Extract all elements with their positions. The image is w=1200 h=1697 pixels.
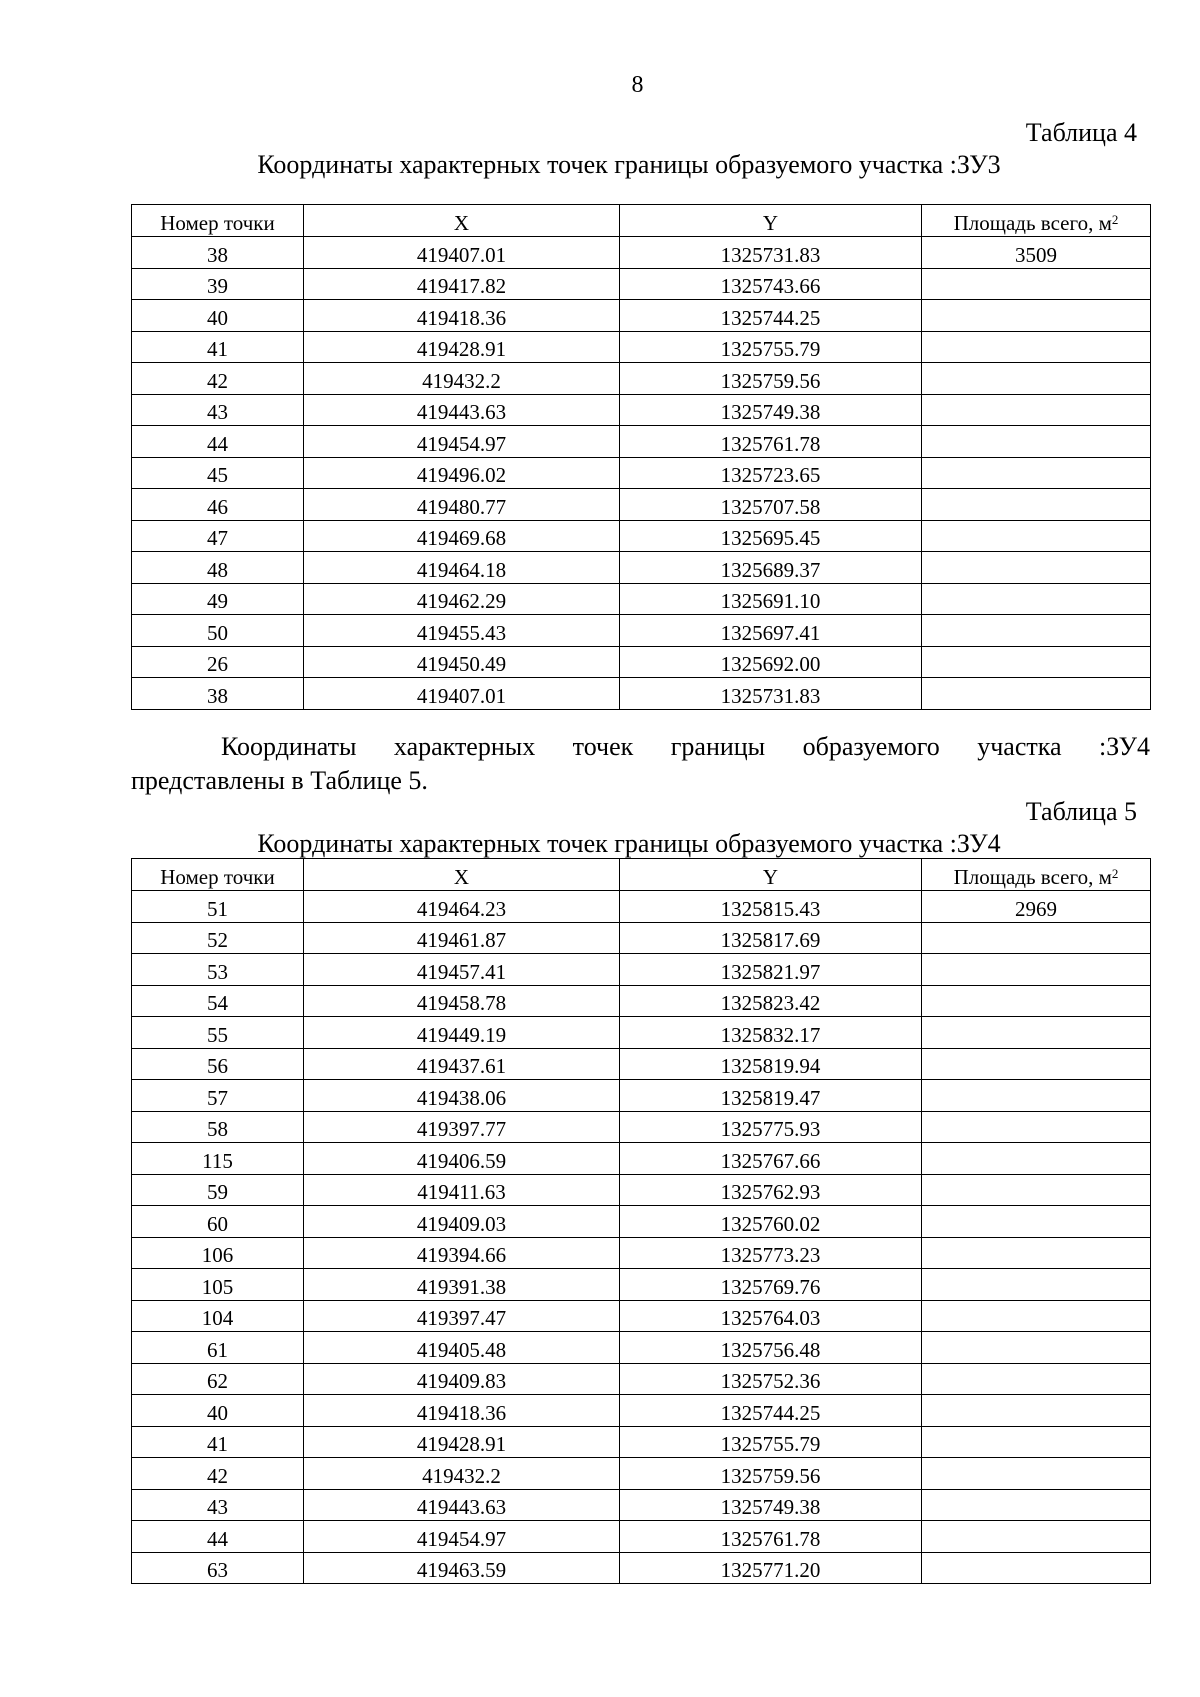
cell-x: 419438.06 — [304, 1080, 620, 1112]
cell-area — [922, 489, 1151, 521]
cell-area — [922, 363, 1151, 395]
cell-y: 1325744.25 — [620, 1395, 922, 1427]
cell-area — [922, 985, 1151, 1017]
table-row — [132, 678, 1151, 710]
cell-y: 1325764.03 — [620, 1300, 922, 1332]
cell-y: 1325689.37 — [620, 552, 922, 584]
cell-x: 419397.47 — [304, 1300, 620, 1332]
cell-x: 419406.59 — [304, 1143, 620, 1175]
table-row — [132, 1300, 1151, 1332]
cell-x: 419454.97 — [304, 426, 620, 458]
table-row — [132, 552, 1151, 584]
table-4 — [131, 204, 1151, 710]
cell-x: 419432.2 — [304, 363, 620, 395]
cell-area — [922, 954, 1151, 986]
cell-x: 419411.63 — [304, 1174, 620, 1206]
cell-x: 419450.49 — [304, 646, 620, 678]
cell-y: 1325692.00 — [620, 646, 922, 678]
cell-point-number: 50 — [132, 615, 304, 647]
cell-point-number: 47 — [132, 520, 304, 552]
cell-x: 419480.77 — [304, 489, 620, 521]
cell-point-number: 41 — [132, 1426, 304, 1458]
cell-area — [922, 1237, 1151, 1269]
cell-point-number: 41 — [132, 331, 304, 363]
header-area: Площадь всего, $м^2$ — [922, 205, 1151, 237]
cell-area — [922, 1269, 1151, 1301]
table-row — [132, 394, 1151, 426]
cell-point-number: 58 — [132, 1111, 304, 1143]
cell-point-number: 45 — [132, 457, 304, 489]
header-area: Площадь всего, $м^2$ — [922, 859, 1151, 891]
table-row — [132, 1458, 1151, 1490]
cell-area — [922, 1521, 1151, 1553]
cell-area — [922, 1111, 1151, 1143]
cell-x: 419449.19 — [304, 1017, 620, 1049]
cell-x: 419432.2 — [304, 1458, 620, 1490]
cell-point-number: 48 — [132, 552, 304, 584]
cell-point-number: 56 — [132, 1048, 304, 1080]
cell-y: 1325731.83 — [620, 237, 922, 269]
cell-x: 419391.38 — [304, 1269, 620, 1301]
cell-point-number: 104 — [132, 1300, 304, 1332]
paragraph-line-2: представлены в Таблице 5. — [131, 766, 428, 795]
cell-y: 1325723.65 — [620, 457, 922, 489]
header-point-number: Номер точки — [132, 205, 304, 237]
header-x: X — [304, 205, 620, 237]
table-5-title: Координаты характерных точек границы образуемого участка :ЗУ4 — [257, 829, 1001, 858]
table-row — [132, 331, 1151, 363]
cell-area — [922, 394, 1151, 426]
header-x: X — [304, 859, 620, 891]
cell-x: 419417.82 — [304, 268, 620, 300]
cell-point-number: 39 — [132, 268, 304, 300]
cell-point-number: 106 — [132, 1237, 304, 1269]
cell-area — [922, 520, 1151, 552]
cell-area: 3509 — [922, 237, 1151, 269]
cell-y: 1325817.69 — [620, 922, 922, 954]
cell-y: 1325756.48 — [620, 1332, 922, 1364]
cell-x: 419462.29 — [304, 583, 620, 615]
cell-area — [922, 1458, 1151, 1490]
cell-point-number: 115 — [132, 1143, 304, 1175]
cell-area — [922, 331, 1151, 363]
cell-area — [922, 678, 1151, 710]
cell-y: 1325761.78 — [620, 426, 922, 458]
cell-area — [922, 1395, 1151, 1427]
table-row — [132, 646, 1151, 678]
cell-x: 419463.59 — [304, 1552, 620, 1584]
table-row — [132, 1426, 1151, 1458]
cell-point-number: 51 — [132, 891, 304, 923]
cell-area — [922, 1017, 1151, 1049]
cell-y: 1325695.45 — [620, 520, 922, 552]
cell-point-number: 53 — [132, 954, 304, 986]
cell-x: 419437.61 — [304, 1048, 620, 1080]
table-4-body — [132, 237, 1151, 710]
table-5 — [131, 858, 1151, 1584]
table-row — [132, 1206, 1151, 1238]
cell-point-number: 55 — [132, 1017, 304, 1049]
cell-x: 419418.36 — [304, 1395, 620, 1427]
cell-area — [922, 1174, 1151, 1206]
cell-y: 1325744.25 — [620, 300, 922, 332]
table-row — [132, 1017, 1151, 1049]
table-row — [132, 583, 1151, 615]
table-row — [132, 426, 1151, 458]
cell-y: 1325767.66 — [620, 1143, 922, 1175]
table-header-row — [132, 859, 1151, 891]
cell-y: 1325819.47 — [620, 1080, 922, 1112]
table-row — [132, 1489, 1151, 1521]
cell-x: 419407.01 — [304, 237, 620, 269]
cell-point-number: 105 — [132, 1269, 304, 1301]
cell-area — [922, 1143, 1151, 1175]
cell-area — [922, 583, 1151, 615]
cell-point-number: 38 — [132, 678, 304, 710]
cell-x: 419464.18 — [304, 552, 620, 584]
table-header-row — [132, 205, 1151, 237]
cell-point-number: 60 — [132, 1206, 304, 1238]
cell-point-number: 43 — [132, 394, 304, 426]
cell-x: 419394.66 — [304, 1237, 620, 1269]
cell-area — [922, 615, 1151, 647]
cell-y: 1325821.97 — [620, 954, 922, 986]
cell-area — [922, 552, 1151, 584]
cell-point-number: 40 — [132, 1395, 304, 1427]
body-paragraph — [131, 730, 1150, 798]
cell-x: 419428.91 — [304, 1426, 620, 1458]
cell-area — [922, 1300, 1151, 1332]
table-row — [132, 1395, 1151, 1427]
cell-x: 419407.01 — [304, 678, 620, 710]
table-5-body — [132, 891, 1151, 1584]
table-row — [132, 1363, 1151, 1395]
table-row — [132, 1552, 1151, 1584]
cell-y: 1325755.79 — [620, 331, 922, 363]
cell-point-number: 44 — [132, 426, 304, 458]
table-row — [132, 489, 1151, 521]
cell-area — [922, 1080, 1151, 1112]
cell-area — [922, 268, 1151, 300]
cell-x: 419458.78 — [304, 985, 620, 1017]
cell-area — [922, 1206, 1151, 1238]
cell-x: 419418.36 — [304, 300, 620, 332]
cell-point-number: 26 — [132, 646, 304, 678]
cell-y: 1325697.41 — [620, 615, 922, 647]
cell-point-number: 44 — [132, 1521, 304, 1553]
header-point-number: Номер точки — [132, 859, 304, 891]
cell-point-number: 46 — [132, 489, 304, 521]
cell-y: 1325707.58 — [620, 489, 922, 521]
cell-point-number: 40 — [132, 300, 304, 332]
header-y: Y — [620, 859, 922, 891]
table-row — [132, 1143, 1151, 1175]
cell-x: 419405.48 — [304, 1332, 620, 1364]
cell-y: 1325775.93 — [620, 1111, 922, 1143]
cell-point-number: 57 — [132, 1080, 304, 1112]
cell-y: 1325819.94 — [620, 1048, 922, 1080]
table-row — [132, 1332, 1151, 1364]
table-row — [132, 237, 1151, 269]
cell-area — [922, 300, 1151, 332]
page-number: 8 — [631, 72, 644, 98]
cell-point-number: 38 — [132, 237, 304, 269]
cell-x: 419496.02 — [304, 457, 620, 489]
cell-y: 1325762.93 — [620, 1174, 922, 1206]
table-row — [132, 922, 1151, 954]
cell-area — [922, 646, 1151, 678]
cell-x: 419428.91 — [304, 331, 620, 363]
table-row — [132, 891, 1151, 923]
cell-x: 419464.23 — [304, 891, 620, 923]
table-row — [132, 1048, 1151, 1080]
cell-y: 1325691.10 — [620, 583, 922, 615]
table-4-label: Таблица 4 — [1025, 118, 1137, 147]
cell-y: 1325771.20 — [620, 1552, 922, 1584]
cell-x: 419443.63 — [304, 394, 620, 426]
table-4-title: Координаты характерных точек границы образуемого участка :ЗУ3 — [257, 150, 1001, 179]
cell-x: 419409.03 — [304, 1206, 620, 1238]
table-row — [132, 520, 1151, 552]
cell-x: 419455.43 — [304, 615, 620, 647]
table-row — [132, 1080, 1151, 1112]
table-row — [132, 985, 1151, 1017]
cell-y: 1325823.42 — [620, 985, 922, 1017]
cell-area — [922, 426, 1151, 458]
cell-area — [922, 1332, 1151, 1364]
cell-area — [922, 457, 1151, 489]
cell-y: 1325749.38 — [620, 394, 922, 426]
cell-x: 419443.63 — [304, 1489, 620, 1521]
cell-y: 1325832.17 — [620, 1017, 922, 1049]
cell-x: 419457.41 — [304, 954, 620, 986]
cell-y: 1325769.76 — [620, 1269, 922, 1301]
table-row — [132, 363, 1151, 395]
table-row — [132, 615, 1151, 647]
cell-point-number: 42 — [132, 1458, 304, 1490]
cell-area — [922, 1048, 1151, 1080]
table-row — [132, 1237, 1151, 1269]
table-row — [132, 954, 1151, 986]
cell-x: 419461.87 — [304, 922, 620, 954]
table-5-label: Таблица 5 — [1025, 797, 1137, 826]
cell-point-number: 59 — [132, 1174, 304, 1206]
cell-point-number: 63 — [132, 1552, 304, 1584]
table-row — [132, 1111, 1151, 1143]
cell-area: 2969 — [922, 891, 1151, 923]
cell-area — [922, 1552, 1151, 1584]
table-row — [132, 457, 1151, 489]
cell-area — [922, 1363, 1151, 1395]
table-row — [132, 1174, 1151, 1206]
cell-x: 419469.68 — [304, 520, 620, 552]
cell-point-number: 43 — [132, 1489, 304, 1521]
cell-y: 1325759.56 — [620, 1458, 922, 1490]
cell-y: 1325773.23 — [620, 1237, 922, 1269]
cell-point-number: 62 — [132, 1363, 304, 1395]
cell-point-number: 52 — [132, 922, 304, 954]
cell-area — [922, 1489, 1151, 1521]
cell-y: 1325731.83 — [620, 678, 922, 710]
cell-y: 1325759.56 — [620, 363, 922, 395]
table-row — [132, 300, 1151, 332]
cell-point-number: 42 — [132, 363, 304, 395]
cell-y: 1325761.78 — [620, 1521, 922, 1553]
cell-y: 1325760.02 — [620, 1206, 922, 1238]
cell-point-number: 61 — [132, 1332, 304, 1364]
table-row — [132, 1521, 1151, 1553]
cell-x: 419397.77 — [304, 1111, 620, 1143]
cell-y: 1325743.66 — [620, 268, 922, 300]
header-y: Y — [620, 205, 922, 237]
table-row — [132, 1269, 1151, 1301]
cell-y: 1325752.36 — [620, 1363, 922, 1395]
cell-y: 1325749.38 — [620, 1489, 922, 1521]
table-row — [132, 268, 1151, 300]
cell-point-number: 54 — [132, 985, 304, 1017]
cell-x: 419409.83 — [304, 1363, 620, 1395]
cell-y: 1325815.43 — [620, 891, 922, 923]
cell-y: 1325755.79 — [620, 1426, 922, 1458]
cell-point-number: 49 — [132, 583, 304, 615]
cell-x: 419454.97 — [304, 1521, 620, 1553]
cell-area — [922, 1426, 1151, 1458]
paragraph-line-1: Координаты характерных точек границы образуемого участка :ЗУ4 — [221, 732, 1150, 761]
cell-area — [922, 922, 1151, 954]
